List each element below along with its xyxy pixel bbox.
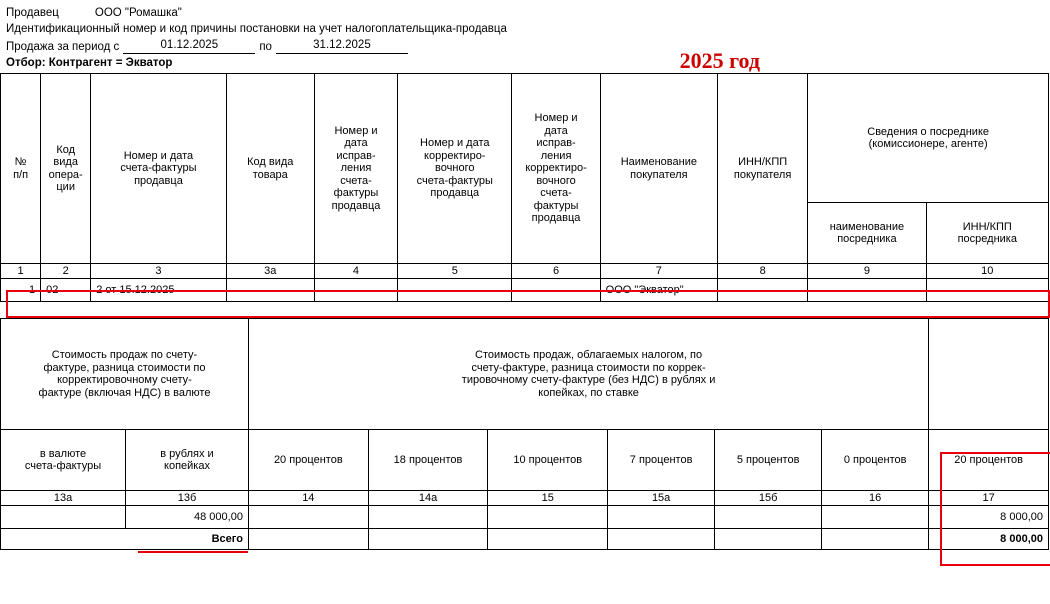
report-header bbox=[0, 0, 1050, 73]
inn-label: Идентификационный номер и код причины постановки на учет налогоплательщика-продавца bbox=[6, 23, 507, 35]
cell-invoice: 2 от 15.12.2025 bbox=[91, 279, 226, 302]
col-header-buyer-name: Наименование покупателя bbox=[600, 74, 717, 264]
subheader-rubles: в рублях и копейках bbox=[126, 430, 249, 491]
col-header-op-code: Код вида опера- ции bbox=[41, 74, 91, 264]
subheader-tax-rate-20: 20 процентов bbox=[929, 430, 1049, 491]
subheader-rate-10: 10 процентов bbox=[488, 430, 608, 491]
table2-group-header-row bbox=[1, 319, 1049, 430]
cell-op-code: 02 bbox=[41, 279, 91, 302]
colnum-7: 7 bbox=[600, 264, 717, 279]
colnum-9: 9 bbox=[808, 264, 926, 279]
table-row bbox=[1, 279, 1049, 302]
cell-corrective-invoice-fix bbox=[512, 279, 600, 302]
seller-line bbox=[6, 6, 1050, 20]
period-to-value: 31.12.2025 bbox=[276, 38, 408, 54]
cell-rubles-amount: 48 000,00 bbox=[126, 506, 249, 529]
colnum-10: 10 bbox=[926, 264, 1048, 279]
col-header-intermediary-name: наименование посредника bbox=[808, 203, 926, 264]
cell-rate5-amount bbox=[715, 506, 822, 529]
colnum-2: 2 bbox=[41, 264, 91, 279]
cell-rate10-amount bbox=[488, 506, 608, 529]
colnum-3a: 3а bbox=[226, 264, 314, 279]
col-header-corrective-invoice-fix: Номер и дата исправ- ления корректиро- вочного счета- фактуры продавца bbox=[512, 74, 600, 264]
total-rate7 bbox=[608, 529, 715, 550]
table1-column-numbers-row bbox=[1, 264, 1049, 279]
colnum-4: 4 bbox=[314, 264, 397, 279]
col-header-num: № п/п bbox=[1, 74, 41, 264]
table2-subheader-row bbox=[1, 430, 1049, 491]
table2-column-numbers-row bbox=[1, 491, 1049, 506]
subheader-rate-0: 0 процентов bbox=[822, 430, 929, 491]
cell-num: 1 bbox=[1, 279, 41, 302]
cell-intermediary-name bbox=[808, 279, 926, 302]
cell-goods-code bbox=[226, 279, 314, 302]
col-header-invoice: Номер и дата счета-фактуры продавца bbox=[91, 74, 226, 264]
total-row bbox=[1, 529, 1049, 550]
colnum-1: 1 bbox=[1, 264, 41, 279]
subheader-currency: в валюте счета-фактуры bbox=[1, 430, 126, 491]
group-header-sales-currency: Стоимость продаж по счету- фактуре, разница стоимости по корректировочному счету- фактуре (включая НДС) в валюте bbox=[1, 319, 249, 430]
cell-corrective-invoice bbox=[398, 279, 512, 302]
colnum-14a: 14а bbox=[368, 491, 488, 506]
seller-label: Продавец bbox=[6, 7, 59, 19]
total-label: Всего bbox=[1, 529, 249, 550]
cell-rate0-amount bbox=[822, 506, 929, 529]
table1-header-row-1 bbox=[1, 74, 1049, 203]
cell-buyer-name: ООО "Экватор" bbox=[600, 279, 717, 302]
total-rate20 bbox=[248, 529, 368, 550]
group-header-tax-amount bbox=[929, 319, 1049, 430]
colnum-13b: 13б bbox=[126, 491, 249, 506]
colnum-5: 5 bbox=[398, 264, 512, 279]
subheader-rate-5: 5 процентов bbox=[715, 430, 822, 491]
cell-rate18-amount bbox=[368, 506, 488, 529]
period-to-label: по bbox=[259, 41, 272, 53]
cell-buyer-inn bbox=[718, 279, 808, 302]
period-label: Продажа за период с bbox=[6, 41, 120, 53]
cell-currency-amount bbox=[1, 506, 126, 529]
colnum-3: 3 bbox=[91, 264, 226, 279]
colnum-13a: 13а bbox=[1, 491, 126, 506]
cell-invoice-fix bbox=[314, 279, 397, 302]
total-rate10 bbox=[488, 529, 608, 550]
year-stamp: 2025 год bbox=[679, 48, 760, 73]
col-header-goods-code: Код вида товара bbox=[226, 74, 314, 264]
total-rate5 bbox=[715, 529, 822, 550]
colnum-15: 15 bbox=[488, 491, 608, 506]
table-gap bbox=[0, 302, 1050, 318]
seller-value: ООО "Ромашка" bbox=[94, 7, 182, 19]
filter-line: Отбор: Контрагент = Экватор bbox=[6, 57, 173, 69]
group-header-taxable-sales: Стоимость продаж, облагаемых налогом, по счету-фактуре, разница стоимости по коррек- тировочному счету-фактуре (без НДС) в рублях и копейках, по ставке bbox=[248, 319, 928, 430]
col-header-intermediary-group: Сведения о посреднике (комиссионере, агенте) bbox=[808, 74, 1049, 203]
sales-book-table-part1 bbox=[0, 73, 1049, 302]
col-header-invoice-fix: Номер и дата исправ- ления счета- фактуры продавца bbox=[314, 74, 397, 264]
colnum-16: 16 bbox=[822, 491, 929, 506]
col-header-intermediary-inn: ИНН/КПП посредника bbox=[926, 203, 1048, 264]
table-row bbox=[1, 506, 1049, 529]
colnum-14: 14 bbox=[248, 491, 368, 506]
total-rate0 bbox=[822, 529, 929, 550]
cell-rate7-amount bbox=[608, 506, 715, 529]
col-header-buyer-inn: ИНН/КПП покупателя bbox=[718, 74, 808, 264]
subheader-rate-18: 18 процентов bbox=[368, 430, 488, 491]
cell-tax20-amount: 8 000,00 bbox=[929, 506, 1049, 529]
colnum-15a: 15а bbox=[608, 491, 715, 506]
colnum-6: 6 bbox=[512, 264, 600, 279]
sales-book-table-part2 bbox=[0, 318, 1049, 550]
highlight-rubles-underline bbox=[138, 551, 248, 553]
total-tax20: 8 000,00 bbox=[929, 529, 1049, 550]
cell-rate20-amount bbox=[248, 506, 368, 529]
subheader-rate-7: 7 процентов bbox=[608, 430, 715, 491]
period-line bbox=[6, 38, 1050, 54]
colnum-15b: 15б bbox=[715, 491, 822, 506]
col-header-corrective-invoice: Номер и дата корректиро- вочного счета-фактуры продавца bbox=[398, 74, 512, 264]
total-rate18 bbox=[368, 529, 488, 550]
colnum-17: 17 bbox=[929, 491, 1049, 506]
period-from-value: 01.12.2025 bbox=[123, 38, 255, 54]
subheader-rate-20: 20 процентов bbox=[248, 430, 368, 491]
cell-intermediary-inn bbox=[926, 279, 1048, 302]
colnum-8: 8 bbox=[718, 264, 808, 279]
inn-line bbox=[6, 22, 1050, 36]
